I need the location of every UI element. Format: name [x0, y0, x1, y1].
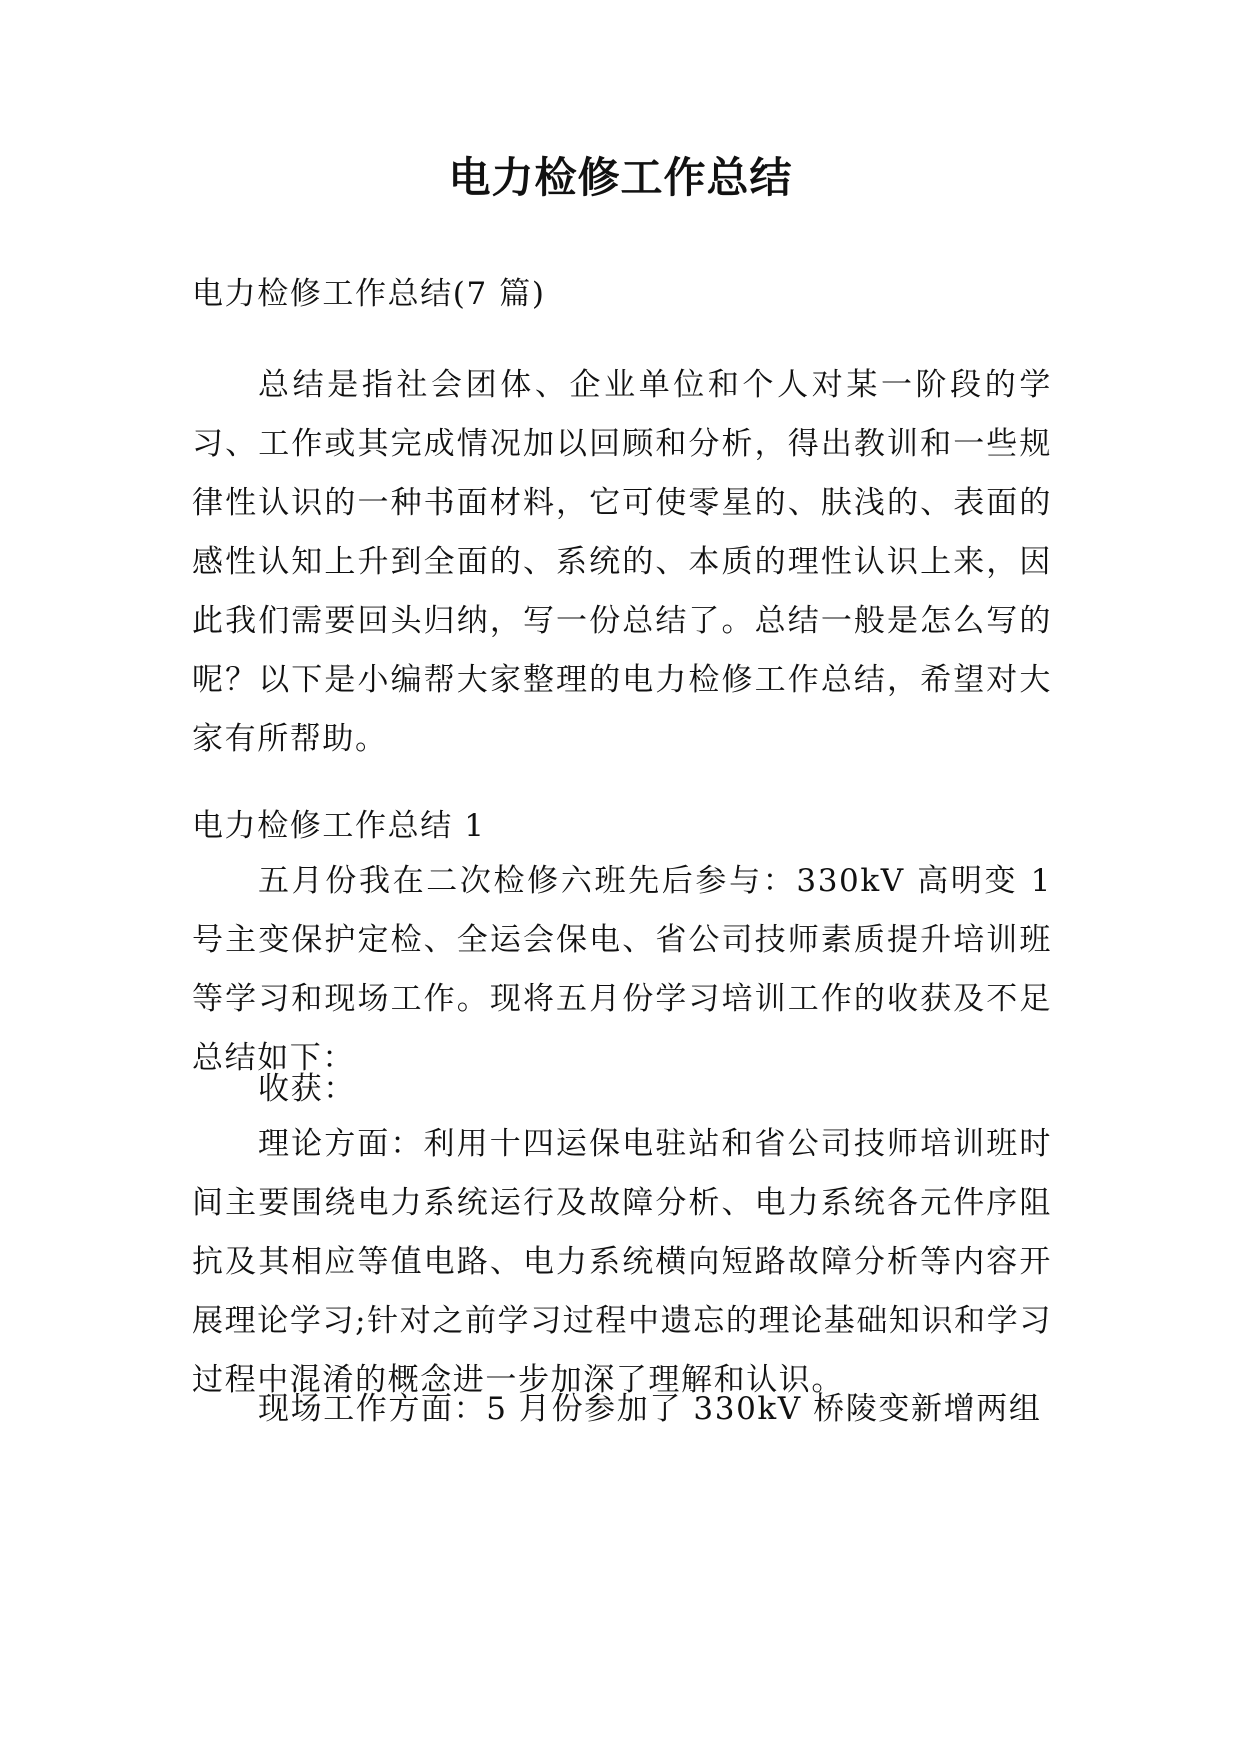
document-subtitle: 电力检修工作总结(7 篇) [192, 276, 546, 312]
theory-paragraph: 理论方面：利用十四运保电驻站和省公司技师培训班时间主要围绕电力系统运行及故障分析、电力系统各元件序阻抗及其相应等值电路、电力系统横向短路故障分析等内容开展理论学习;针对之前学习过程中遗忘的理论基础知识和学习过程中混淆的概念进一步加深了理解和认识。 [192, 1126, 1052, 1398]
section-heading: 电力检修工作总结 1 [192, 808, 486, 844]
intro-paragraph: 总结是指社会团体、企业单位和个人对某一阶段的学习、工作或其完成情况加以回顾和分析，得出教训和一些规律性认识的一种书面材料，它可使零星的、肤浅的、表面的感性认知上升到全面的、系统的、本质的理性认识上来，因此我们需要回头归纳，写一份总结了。总结一般是怎么写的呢？以下是小编帮大家整理的电力检修工作总结，希望对大家有所帮助。 [192, 367, 1052, 757]
gains-label: 收获： [258, 1071, 356, 1107]
section-paragraph: 五月份我在二次检修六班先后参与：330kV 高明变 1 号主变保护定检、全运会保电、省公司技师素质提升培训班等学习和现场工作。现将五月份学习培训工作的收获及不足总结如下： [192, 863, 1052, 1076]
document-title: 电力检修工作总结 [448, 153, 793, 202]
field-work-paragraph: 现场工作方面：5 月份参加了 330kV 桥陵变新增两组 [258, 1391, 1042, 1427]
